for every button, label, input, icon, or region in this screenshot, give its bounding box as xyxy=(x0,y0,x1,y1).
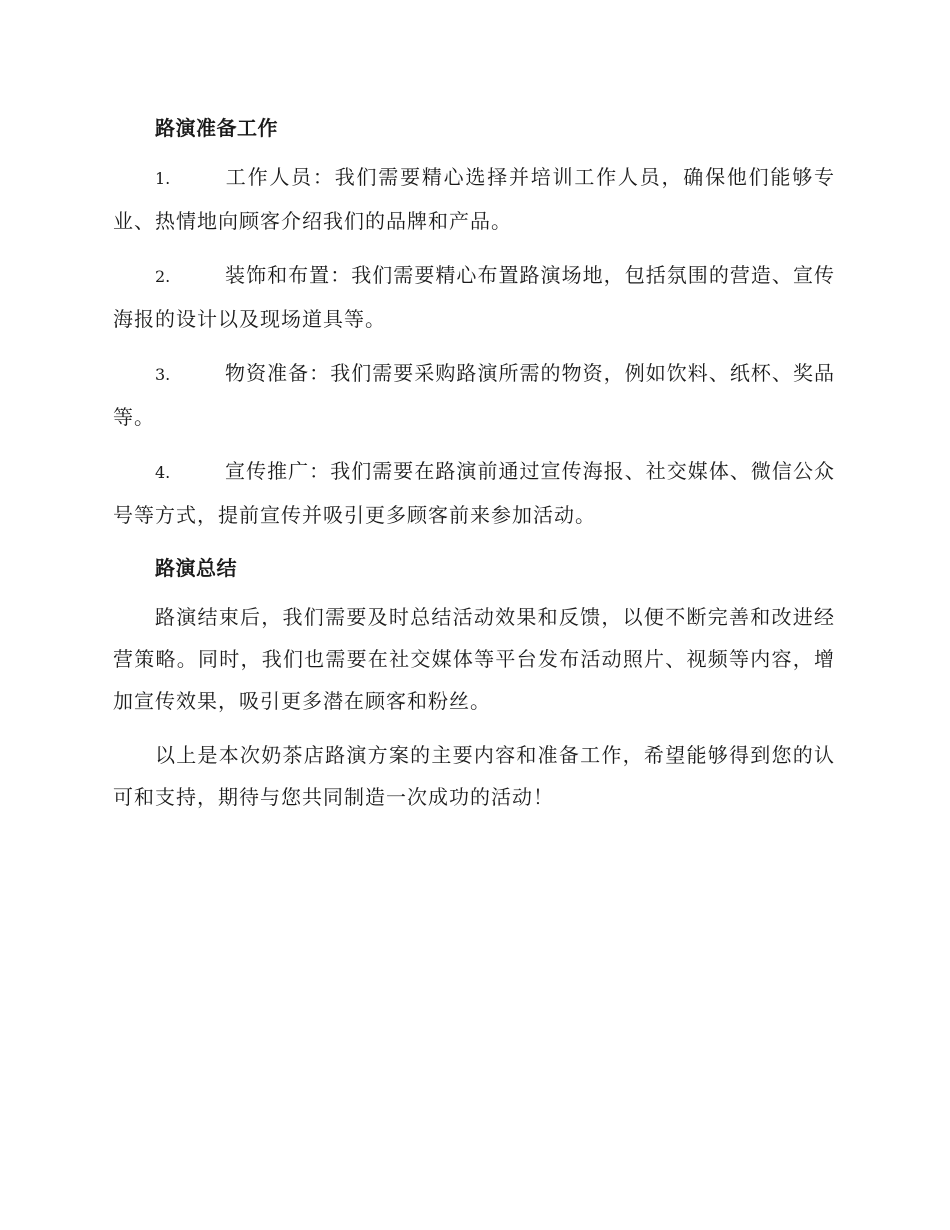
list-item-number: 4. xyxy=(155,463,171,482)
list-item-number: 2. xyxy=(155,267,171,286)
document-page xyxy=(113,108,835,830)
list-item-text: 宣传推广：我们需要在路演前通过宣传海报、社交媒体、微信公众号等方式，提前宣传并吸引更多顾客前来参加活动。 xyxy=(113,459,835,527)
list-item xyxy=(113,254,835,340)
list-item-text: 装饰和布置：我们需要精心布置路演场地，包括氛围的营造、宣传海报的设计以及现场道具等。 xyxy=(113,263,835,331)
list-item xyxy=(113,450,835,536)
closing-paragraph: 以上是本次奶茶店路演方案的主要内容和准备工作，希望能够得到您的认可和支持，期待与您共同制造一次成功的活动！ xyxy=(113,743,835,809)
list-item xyxy=(113,156,835,242)
list-item xyxy=(113,352,835,438)
list-item-number: 3. xyxy=(155,365,171,384)
list-item-text: 物资准备：我们需要采购路演所需的物资，例如饮料、纸杯、奖品等。 xyxy=(113,361,835,429)
list-item-text: 工作人员：我们需要精心选择并培训工作人员，确保他们能够专业、热情地向顾客介绍我们的品牌和产品。 xyxy=(113,165,835,233)
section-heading-preparation: 路演准备工作 xyxy=(155,116,278,140)
list-item-number: 1. xyxy=(155,169,171,188)
summary-paragraph: 路演结束后，我们需要及时总结活动效果和反馈，以便不断完善和改进经营策略。同时，我们也需要在社交媒体等平台发布活动照片、视频等内容，增加宣传效果，吸引更多潜在顾客和粉丝。 xyxy=(113,605,835,713)
section-heading-summary: 路演总结 xyxy=(155,556,237,580)
